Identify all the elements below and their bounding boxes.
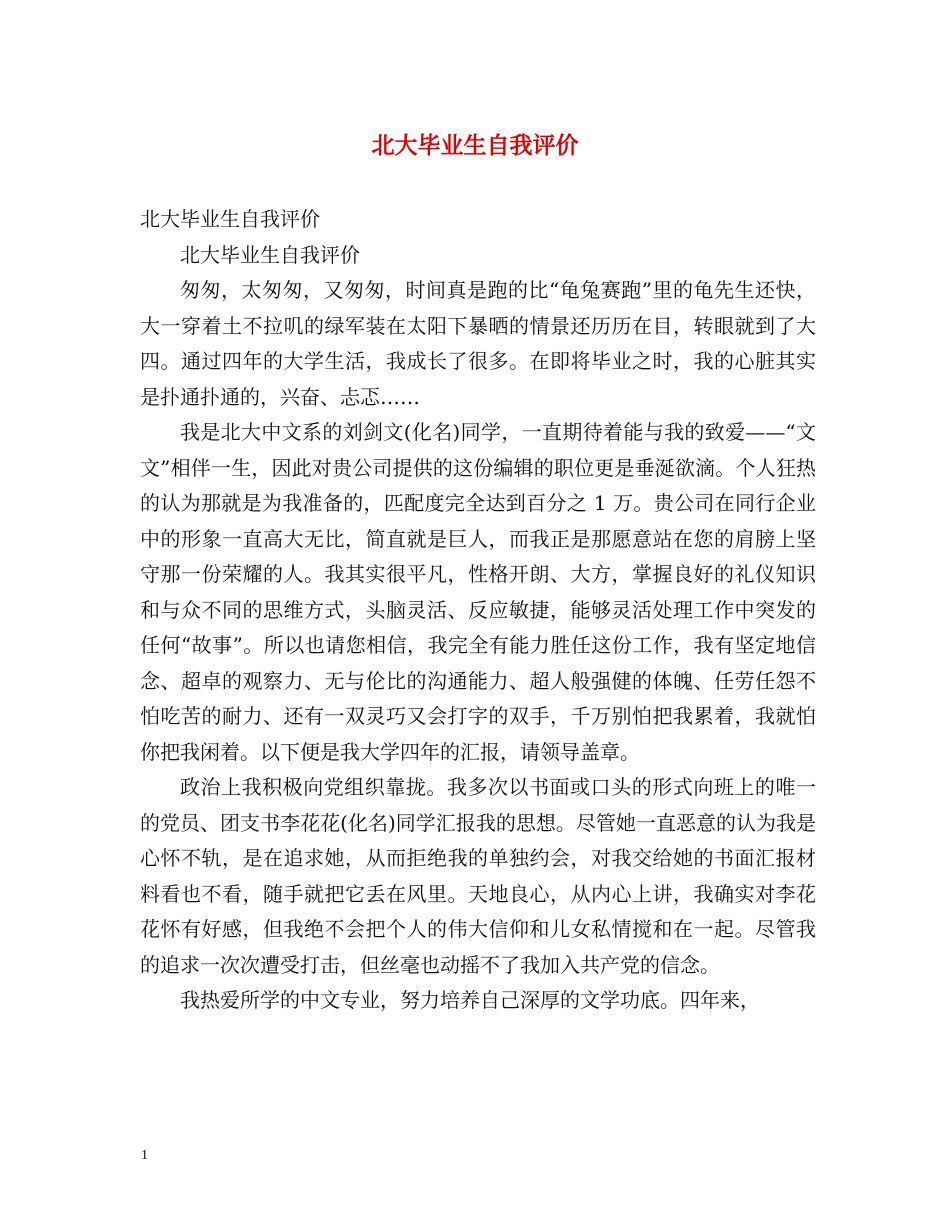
body-paragraph: 匆匆，太匆匆，又匆匆，时间真是跑的比“龟兔赛跑”里的龟先生还快，大一穿着土不拉叽的绿军装在太阳下暴晒的情景还历历在目，转眼就到了大四。通过四年的大学生活，我成长了很多。在即将毕业之时，我的心脏其实是扑通扑通的，兴奋、忐忑…… bbox=[140, 278, 816, 409]
page-number: 1 bbox=[141, 1148, 148, 1163]
document-title: 北大毕业生自我评价 bbox=[371, 132, 579, 159]
heading-line: 北大毕业生自我评价 bbox=[140, 207, 320, 231]
body-paragraph: 政治上我积极向党组织靠拢。我多次以书面或口头的形式向班上的唯一的党员、团支书李花花(化名)同学汇报我的思想。尽管她一直恶意的认为我是心怀不轨，是在追求她，从而拒绝我的单独约会，对我交给她的书面汇报材料看也不看，随手就把它丢在风里。天地良心，从内心上讲，我确实对李花花怀有好感，但我绝不会把个人的伟大信仰和儿女私情搅和在一起。尽管我的追求一次次遭受打击，但丝毫也动摇不了我加入共产党的信念。 bbox=[140, 775, 816, 977]
body-paragraph: 我是北大中文系的刘剑文(化名)同学，一直期待着能与我的致爱——“文文”相伴一生，因此对贵公司提供的这份编辑的职位更是垂涎欲滴。个人狂热的认为那就是为我准备的，匹配度完全达到百分之 1 万。贵公司在同行企业中的形象一直高大无比，简直就是巨人，而我正是那愿意站在您的肩膀上坚守那一份荣耀的人。我其实很平凡，性格开朗、大方，掌握良好的礼仪知识和与众不同的思维方式，头脑灵活、反应敏捷，能够灵活处理工作中突发的任何“故事”。所以也请您相信，我完全有能力胜任这份工作，我有坚定地信念、超卓的观察力、无与伦比的沟通能力、超人般强健的体魄、任劳任怨不怕吃苦的耐力、还有一双灵巧又会打字的双手，千万别怕把我累着，我就怕你把我闲着。以下便是我大学四年的汇报，请领导盖章。 bbox=[140, 420, 816, 764]
document-body bbox=[140, 202, 816, 1019]
subheading-line: 北大毕业生自我评价 bbox=[180, 242, 360, 267]
body-paragraph: 我热爱所学的中文专业，努力培养自己深厚的文学功底。四年来， bbox=[180, 988, 760, 1012]
